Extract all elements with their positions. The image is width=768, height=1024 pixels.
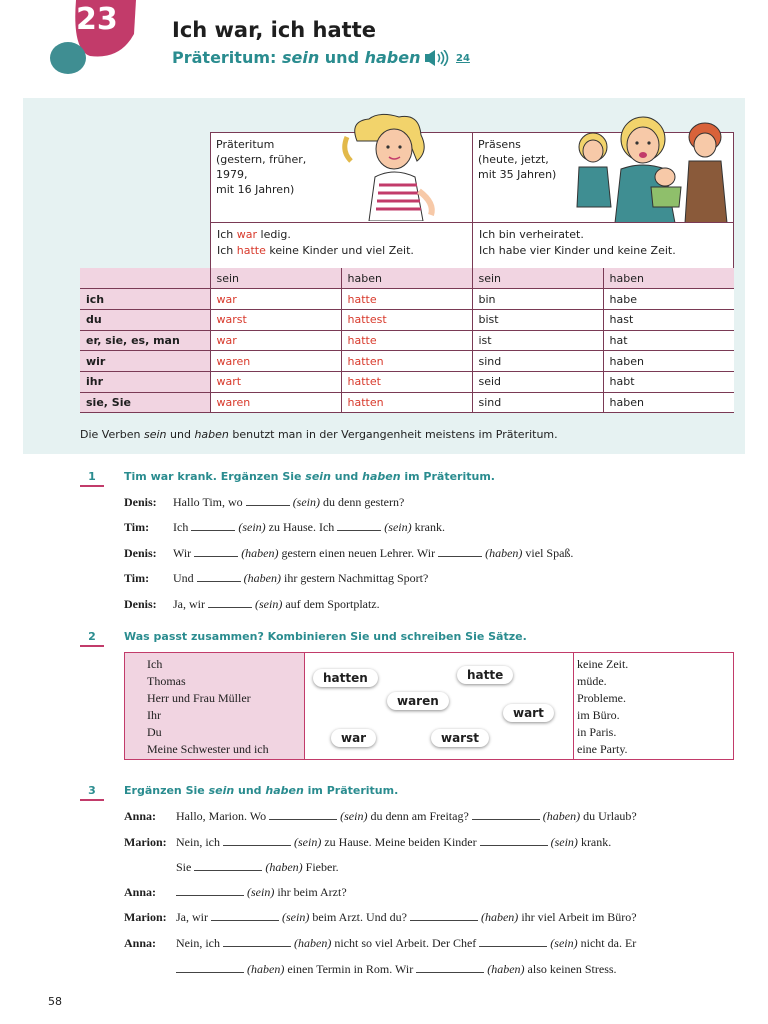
exercise-2-number: 2 <box>80 630 104 647</box>
list-item: Probleme. <box>577 691 626 705</box>
exercise-1-line: Wir (haben) gestern einen neuen Lehrer. Wir (haben) viel Spaß. <box>173 546 574 560</box>
speaker-label: Tim: <box>124 571 150 585</box>
table-row: sie, Sie waren hatten sind haben <box>80 392 734 413</box>
past-examples: Ich war ledig. Ich hatte keine Kinder und viel Zeit. <box>211 223 473 269</box>
exercise-3-title: Ergänzen Sie sein und haben im Präteritum. <box>124 784 399 797</box>
table-row: ich war hatte bin habe <box>80 289 734 310</box>
blank-input[interactable] <box>176 886 244 896</box>
list-item: Herr und Frau Müller <box>147 691 251 705</box>
verb-chip[interactable]: warst <box>431 729 489 747</box>
verb-chip[interactable]: war <box>331 729 376 747</box>
audio-track-number: 24 <box>456 52 470 64</box>
verb-chip[interactable]: hatte <box>457 666 513 684</box>
audio-track[interactable] <box>425 50 470 66</box>
speaker-label: Marion: <box>124 910 167 924</box>
speaker-label: Anna: <box>124 885 157 899</box>
blank-input[interactable] <box>191 521 235 531</box>
list-item: müde. <box>577 674 607 688</box>
list-item: Ihr <box>147 708 161 722</box>
exercise-3-line: Sie (haben) Fieber. <box>176 860 339 874</box>
blank-input[interactable] <box>438 547 482 557</box>
exercise-3-line: Ja, wir (sein) beim Arzt. Und du? (haben) ihr viel Arbeit im Büro? <box>176 910 637 924</box>
speaker-label: Denis: <box>124 546 157 560</box>
present-examples: Ich bin verheiratet. Ich habe vier Kinder und keine Zeit. <box>479 228 676 257</box>
blank-input[interactable] <box>472 810 540 820</box>
exercise-1-line: Hallo Tim, wo (sein) du denn gestern? <box>173 495 405 509</box>
speaker-label: Anna: <box>124 936 157 950</box>
tense-header <box>210 132 734 222</box>
exercise-3-line: Nein, ich (haben) nicht so viel Arbeit. Der Chef (sein) nicht da. Er <box>176 936 637 950</box>
speaker-icon <box>425 50 451 66</box>
complements-column <box>573 653 733 759</box>
speaker-label: Denis: <box>124 495 157 509</box>
exercise-1-line: Und (haben) ihr gestern Nachmittag Sport? <box>173 571 429 585</box>
exercise-1-number: 1 <box>80 470 104 487</box>
young-woman-illustration <box>339 111 439 221</box>
list-item: Thomas <box>147 674 186 688</box>
combination-box <box>124 652 734 760</box>
list-item: Meine Schwester und ich <box>147 742 269 756</box>
grammar-note: Die Verben sein und haben benutzt man in der Vergangenheit meistens im Präteritum. <box>80 428 558 441</box>
blank-input[interactable] <box>480 836 548 846</box>
exercise-1-title: Tim war krank. Ergänzen Sie sein und haben im Präteritum. <box>124 470 495 483</box>
conjugation-header-row: sein haben sein haben <box>80 268 734 289</box>
exercise-2-title: Was passt zusammen? Kombinieren Sie und schreiben Sie Sätze. <box>124 630 527 643</box>
table-row: ihr wart hattet seid habt <box>80 371 734 392</box>
blank-input[interactable] <box>246 496 290 506</box>
subjects-column <box>125 653 305 759</box>
blank-input[interactable] <box>211 911 279 921</box>
verb-chip[interactable]: waren <box>387 692 449 710</box>
page-subtitle: Präteritum: sein und haben <box>172 48 421 67</box>
conjugation-table <box>80 268 734 413</box>
page-title: Ich war, ich hatte <box>172 18 377 42</box>
blank-input[interactable] <box>416 963 484 973</box>
exercise-1-line: Ich (sein) zu Hause. Ich (sein) krank. <box>173 520 445 534</box>
blank-input[interactable] <box>223 937 291 947</box>
list-item: in Paris. <box>577 725 617 739</box>
exercise-3-line: Nein, ich (sein) zu Hause. Meine beiden Kinder (sein) krank. <box>176 835 612 849</box>
exercise-3-line: Hallo, Marion. Wo (sein) du denn am Freitag? (haben) du Urlaub? <box>176 809 637 823</box>
speaker-label: Anna: <box>124 809 157 823</box>
speaker-label: Tim: <box>124 520 150 534</box>
list-item: eine Party. <box>577 742 628 756</box>
exercise-3-line: (haben) einen Termin in Rom. Wir (haben) also keinen Stress. <box>176 962 617 977</box>
blank-input[interactable] <box>176 963 244 973</box>
blank-input[interactable] <box>479 937 547 947</box>
page-number: 58 <box>48 995 62 1008</box>
verb-chip[interactable]: hatten <box>313 669 378 687</box>
exercise-1-line: Ja, wir (sein) auf dem Sportplatz. <box>173 597 380 611</box>
praeteritum-column: Präteritum (gestern, früher, 1979, mit 16 Jahren) <box>211 133 473 223</box>
blank-input[interactable] <box>337 521 381 531</box>
example-sentences <box>210 222 734 268</box>
blank-input[interactable] <box>223 836 291 846</box>
verb-chip[interactable]: wart <box>503 704 554 722</box>
table-row: du warst hattest bist hast <box>80 309 734 330</box>
list-item: keine Zeit. <box>577 657 629 671</box>
table-row: er, sie, es, man war hatte ist hat <box>80 330 734 351</box>
blank-input[interactable] <box>194 547 238 557</box>
list-item: im Büro. <box>577 708 620 722</box>
mother-with-children-illustration <box>565 107 735 223</box>
list-item: Du <box>147 725 162 739</box>
chapter-number: 23 <box>76 2 118 37</box>
blank-input[interactable] <box>197 572 241 582</box>
blank-input[interactable] <box>208 598 252 608</box>
blank-input[interactable] <box>194 861 262 871</box>
speaker-label: Marion: <box>124 835 167 849</box>
exercise-3-line: (sein) ihr beim Arzt? <box>176 885 347 900</box>
list-item: Ich <box>147 657 163 671</box>
blank-input[interactable] <box>410 911 478 921</box>
table-row: wir waren hatten sind haben <box>80 351 734 372</box>
praesens-column: Präsens (heute, jetzt, mit 35 Jahren) <box>473 133 735 223</box>
speaker-label: Denis: <box>124 597 157 611</box>
blank-input[interactable] <box>269 810 337 820</box>
exercise-3-number: 3 <box>80 784 104 801</box>
